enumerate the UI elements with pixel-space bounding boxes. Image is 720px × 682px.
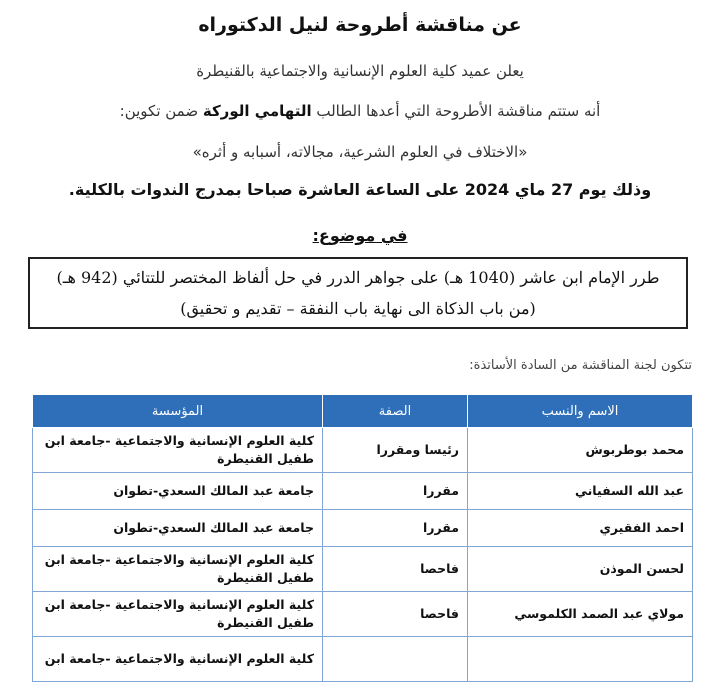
thesis-subject-box xyxy=(28,257,688,329)
student-line-pre: أنه ستتم مناقشة الأطروحة التي أعدها الطالب xyxy=(311,102,601,120)
table-row xyxy=(33,637,693,682)
table-row xyxy=(33,473,693,510)
announcement-title: عن مناقشة أطروحة لنيل الدكتوراه xyxy=(198,14,522,36)
member-name: محمد بوطربوش xyxy=(468,428,693,473)
table-row xyxy=(33,428,693,473)
table-row xyxy=(33,592,693,637)
member-role: فاحصا xyxy=(323,592,468,637)
jury-table xyxy=(32,394,693,682)
student-line xyxy=(60,102,660,120)
thesis-subject-line-1: طرر الإمام ابن عاشر (1040 هـ) على جواهر الدرر في حل ألفاظ المختصر للتتائي (942 هـ) xyxy=(56,268,660,287)
member-name: احمد الفقيري xyxy=(468,510,693,547)
member-role xyxy=(323,637,468,682)
student-line-post: ضمن تكوين: xyxy=(119,102,203,120)
member-institution: كلية العلوم الإنسانية والاجتماعية -جامعة ابن طفيل القنيطرة xyxy=(33,592,323,637)
member-name: عبد الله السفياني xyxy=(468,473,693,510)
member-institution: جامعة عبد المالك السعدي-تطوان xyxy=(33,510,323,547)
committee-intro: تتكون لجنة المناقشة من السادة الأساتذة: xyxy=(469,358,692,373)
header-institution: المؤسسة xyxy=(33,395,323,428)
member-name: لحسن الموذن xyxy=(468,547,693,592)
member-institution: كلية العلوم الإنسانية والاجتماعية -جامعة ابن طفيل القنيطرة xyxy=(33,428,323,473)
table-row xyxy=(33,547,693,592)
subject-label: في موضوع: xyxy=(312,226,408,245)
date-location-line: وذلك يوم 27 ماي 2024 على الساعة العاشرة صباحا بمدرج الندوات بالكلية. xyxy=(68,180,652,199)
program-name: «الاختلاف في العلوم الشرعية، مجالاته، أسبابه و أثره» xyxy=(192,143,528,161)
member-institution: كلية العلوم الإنسانية والاجتماعية -جامعة ابن طفيل القنيطرة xyxy=(33,547,323,592)
member-institution: جامعة عبد المالك السعدي-تطوان xyxy=(33,473,323,510)
member-name: مولاي عبد الصمد الكلموسي xyxy=(468,592,693,637)
member-role: فاحصا xyxy=(323,547,468,592)
member-role: رئيسا ومقررا xyxy=(323,428,468,473)
header-name: الاسم والنسب xyxy=(468,395,693,428)
member-role: مقررا xyxy=(323,473,468,510)
thesis-subject-line-2: (من باب الذكاة الى نهاية باب النفقة – تقديم و تحقيق) xyxy=(180,299,536,318)
student-name: التهامي الوركة xyxy=(202,102,312,120)
member-name xyxy=(468,637,693,682)
table-row xyxy=(33,510,693,547)
header-role: الصفة xyxy=(323,395,468,428)
dean-announcement-line: يعلن عميد كلية العلوم الإنسانية والاجتماعية بالقنيطرة xyxy=(196,62,524,80)
member-role: مقررا xyxy=(323,510,468,547)
jury-table-header xyxy=(33,395,693,428)
member-institution: كلية العلوم الإنسانية والاجتماعية -جامعة ابن xyxy=(33,637,323,682)
